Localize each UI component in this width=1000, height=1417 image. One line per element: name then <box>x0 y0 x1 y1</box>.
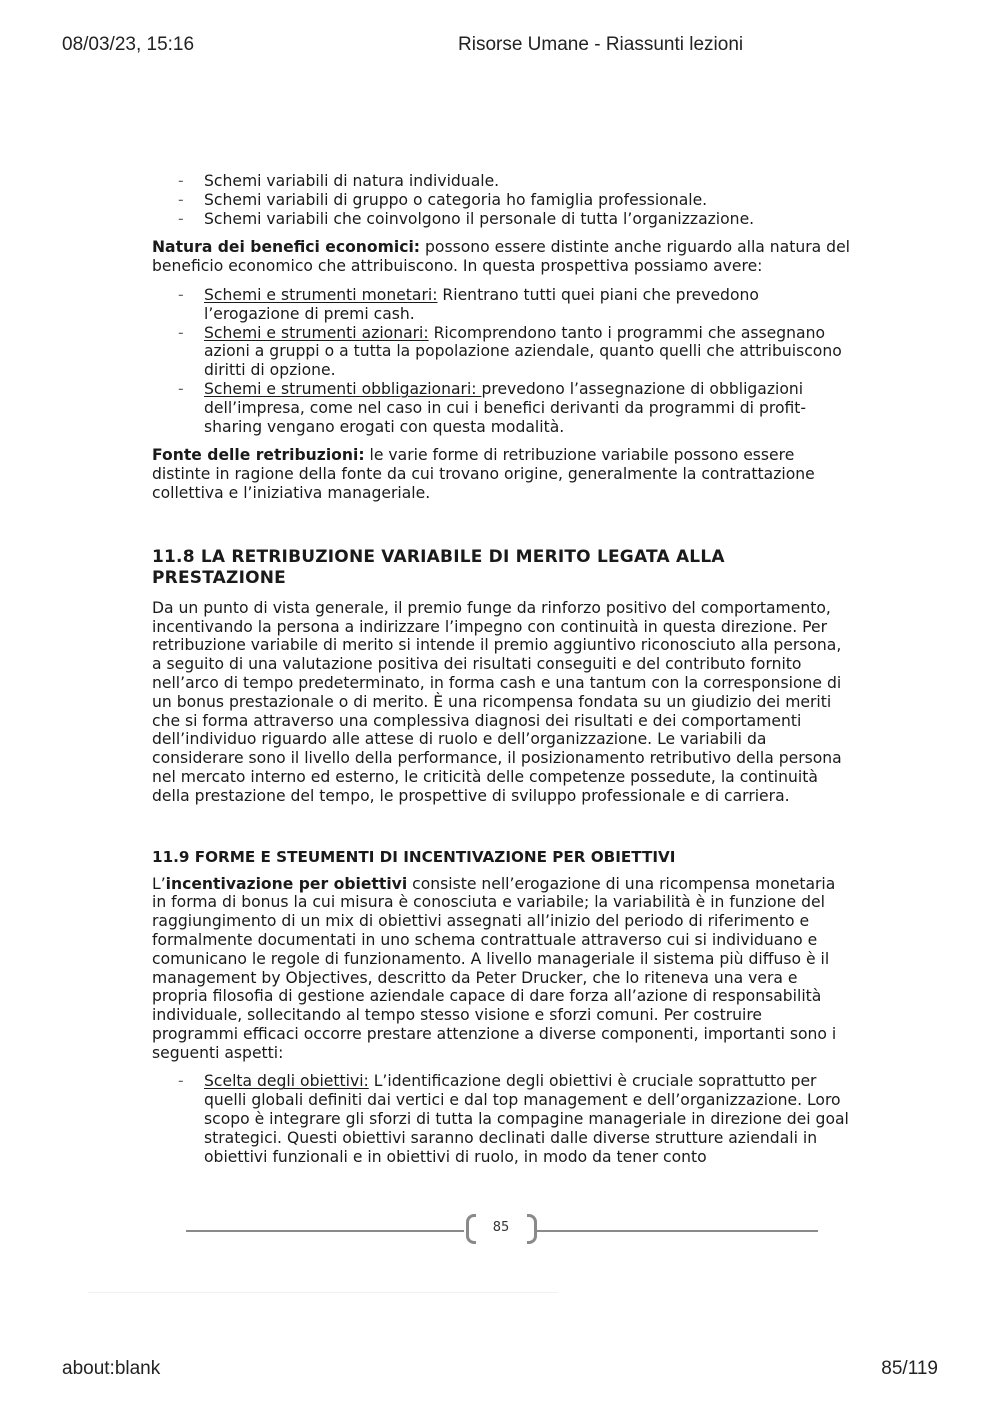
paragraph-fonte <box>152 446 852 502</box>
list-item <box>152 1072 852 1166</box>
list-item <box>152 324 852 380</box>
paragraph-lead-label: Natura dei benefici economici: <box>152 238 421 257</box>
list-item-text: L’identificazione degli obiettivi è cruciale soprattutto per quelli globali definiti dai vertici e dal top management e dell’organizzazione. Loro scopo è integrare gli sforzi di tutta la compagine manageriale in direzione dei goal strategici. Questi obiettivi saranno declinati dalle diverse strutture aziendali in obiettivi funzionali e in obiettivi di ruolo, in modo da tener conto <box>204 1072 849 1166</box>
list-item-text: prevedono l’assegnazione di obbligazioni dell’impresa, come nel caso in cui i benefici derivanti da programmi di profit-sharing vengano erogati con questa modalità. <box>204 379 807 436</box>
paragraph-lead-label: Fonte delle retribuzioni: <box>152 446 365 465</box>
list-item-text: Rientrano tutti quei piani che prevedono l’erogazione di premi cash. <box>204 285 759 323</box>
list-item: - Schemi variabili di gruppo o categoria ho famiglia professionale. <box>152 191 852 210</box>
paragraph-bold-term: incentivazione per obiettivi <box>165 874 408 893</box>
list-item <box>152 286 852 324</box>
print-url: about:blank <box>62 1358 161 1379</box>
page-content <box>152 172 852 1176</box>
list-item-term: Schemi e strumenti obbligazionari: <box>204 379 482 398</box>
list-item-text: Ricomprendono tanto i programmi che assegnano azioni a gruppi o a tutta la popolazione aziendale, quanto quelli che attribuiscono diritti di opzione. <box>204 323 842 380</box>
footer-rule-right <box>536 1230 818 1232</box>
print-footer <box>62 1358 938 1382</box>
print-document-title: Risorse Umane - Riassunti lezioni <box>458 34 744 55</box>
list-benefit-types <box>152 286 852 436</box>
paragraph-text: possono essere distinte anche riguardo alla natura del beneficio economico che attribuiscono. In questa prospettiva possiamo avere: <box>152 238 850 276</box>
list-item-term: Schemi e strumenti azionari: <box>204 323 429 342</box>
section-heading-11-9: 11.9 FORME E STEUMENTI DI INCENTIVAZIONE PER OBIETTIVI <box>152 847 676 866</box>
list-item-term: Schemi e strumenti monetari: <box>204 285 438 304</box>
list-mbo-aspects <box>152 1072 852 1166</box>
print-datetime: 08/03/23, 15:16 <box>62 34 195 55</box>
paragraph-text: le varie forme di retribuzione variabile possono essere distinte in ragione della fonte da cui trovano origine, generalmente la contrattazione collettiva e l’iniziativa manageriale. <box>152 446 815 502</box>
list-item <box>152 380 852 436</box>
page-number: 85 <box>492 1220 510 1235</box>
bracket-close-icon <box>527 1214 537 1244</box>
paragraph-natura <box>152 238 852 276</box>
list-item-term: Scelta degli obiettivi: <box>204 1072 369 1091</box>
footer-rule-left <box>186 1230 464 1232</box>
list-item: - Schemi variabili che coinvolgono il personale di tutta l’organizzazione. <box>152 210 852 229</box>
page-number-footer <box>186 1214 818 1248</box>
section-heading-11-8: 11.8 LA RETRIBUZIONE VARIABILE DI MERITO LEGATA ALLA PRESTAZIONE <box>152 546 725 588</box>
divider <box>88 1292 558 1293</box>
print-page-count: 85/119 <box>881 1358 938 1379</box>
paragraph-text: consiste nell’erogazione di una ricompensa monetaria in forma di bonus la cui misura è conosciuta e variabile; la variabilità è in funzione del raggiungimento di un mix di obiettivi assegnati all’inizio del periodo di riferimento e formalmente documentati in uno schema contrattuale attraverso cui si individuano e comunicano le regole di funzionamento. A livello manageriale il sistema più diffuso è il management by Objectives, descritto da Peter Drucker, che lo riteneva una vera e propria filosofia di gestione aziendale capace di dare forza all’azione di responsabilità individuale, sollecitando al tempo stesso visione e sforzi comuni. Per costruire programmi efficaci occorre prestare attenzione a diverse componenti, importanti sono i seguenti aspetti: <box>152 874 837 1062</box>
bracket-open-icon <box>466 1214 476 1244</box>
list-item: - Schemi variabili di natura individuale. <box>152 172 852 191</box>
section-body-11-9 <box>152 875 852 1063</box>
print-header <box>62 34 938 58</box>
list-variable-schemes <box>152 172 852 228</box>
section-body-11-8: Da un punto di vista generale, il premio funge da rinforzo positivo del comportamento, incentivando la persona a indirizzare l’impegno con continuità in questa direzione. Per retribuzione variabile di merito si intende il premio aggiuntivo riconosciuto alla persona, a seguito di una valutazione positiva dei risultati conseguiti e del contributo fornito nell’arco di tempo predeterminato, in forma cash e una tantum con la corresponsione di un bonus prestazionale o di merito. È una ricompensa fondata su un giudizio dei meriti che si forma attraverso una complessiva diagnosi dei risultati e dei comportamenti dell’individuo riguardo alle attese di ruolo e dell’organizzazione. Le variabili da considerare sono il livello della performance, il posizionamento retributivo della persona nel mercato interno ed esterno, le criticità delle competenze possedute, la continuità della prestazione del tempo, le prospettive di sviluppo professionale e di carriera. <box>152 598 842 805</box>
paragraph-text: L’ <box>152 874 166 893</box>
